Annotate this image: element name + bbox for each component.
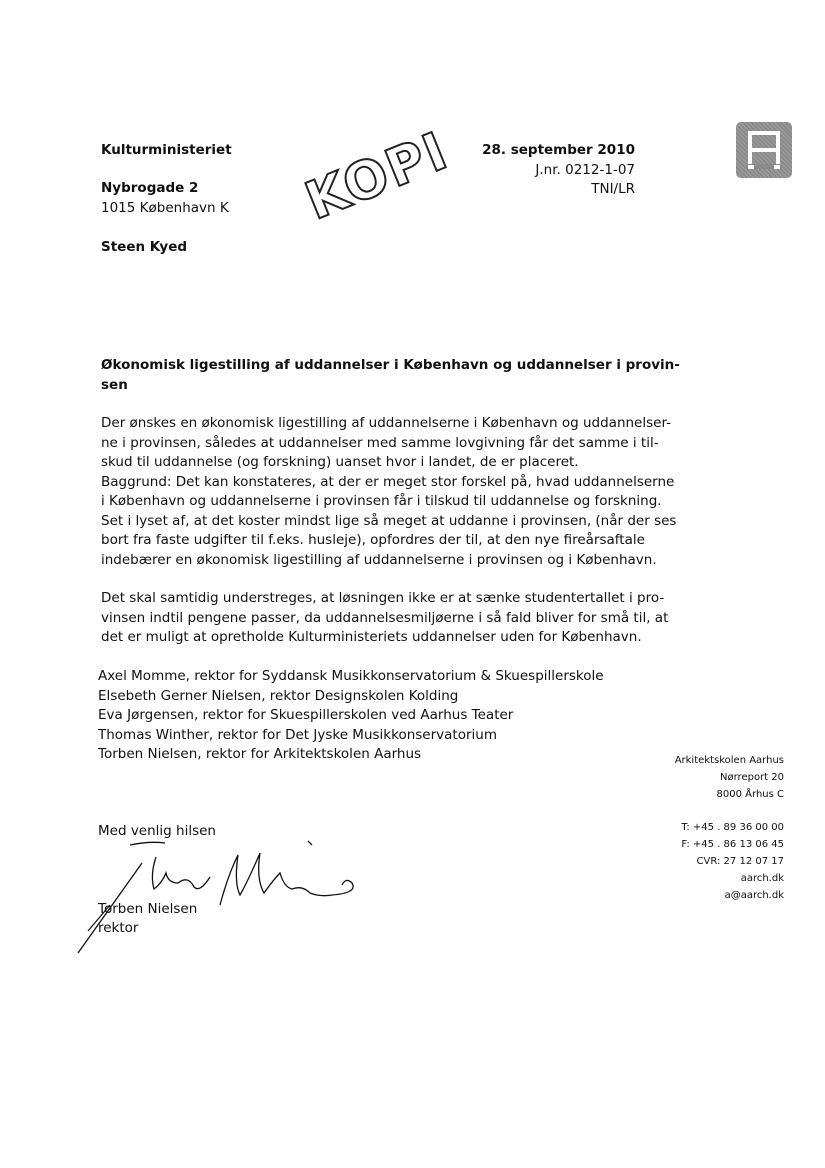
body-line: indebærer en økonomisk ligestilling af uddannelserne i provinsen og i København. <box>101 551 657 568</box>
recipient-organisation: Kulturministeriet <box>101 142 232 158</box>
kopi-stamp: KOPI <box>297 121 457 232</box>
sender-fax: F: +45 . 86 13 06 45 <box>681 839 784 850</box>
sender-name: Arkitektskolen Aarhus <box>674 755 784 766</box>
signer-name: Torben Nielsen <box>98 901 198 917</box>
sender-street: Nørreport 20 <box>720 772 784 783</box>
signer-title: rektor <box>98 920 139 936</box>
recipient-city: 1015 København K <box>101 200 229 216</box>
signatory: Thomas Winther, rektor for Det Jyske Musikkonservatorium <box>98 726 497 743</box>
signatory: Elsebeth Gerner Nielsen, rektor Designskolen Kolding <box>98 687 459 704</box>
body-line: Set i lyset af, at det koster mindst lige så meget at uddanne i provinsen, (når der ses <box>101 512 677 529</box>
recipient-street: Nybrogade 2 <box>101 180 199 196</box>
sender-cvr: CVR: 27 12 07 17 <box>696 856 784 867</box>
signatory: Eva Jørgensen, rektor for Skuespillerskolen ved Aarhus Teater <box>98 707 514 723</box>
letter-date: 28. september 2010 <box>482 142 635 158</box>
recipient-attention: Steen Kyed <box>101 239 188 255</box>
a-letter-icon <box>736 122 792 178</box>
sender-contact <box>681 819 784 904</box>
sender-email: a@aarch.dk <box>724 890 784 901</box>
sender-address <box>675 752 784 803</box>
body-line: ne i provinsen, således at uddannelser med samme lovgivning får det samme i til- <box>101 434 659 451</box>
subject-line: Økonomisk ligestilling af uddannelser i København og uddannelser i provin- <box>101 357 680 373</box>
signatory: Torben Nielsen, rektor for Arkitektskolen Aarhus <box>98 746 422 762</box>
body-paragraph-1 <box>101 414 676 570</box>
journal-number: J.nr. 0212-1-07 <box>535 162 635 178</box>
body-line: Det skal samtidig understreges, at løsningen ikke er at sænke studentertallet i pro- <box>101 590 665 606</box>
body-line: i København og uddannelserne i provinsen får i tilskud til uddannelse og forskning. <box>101 493 662 509</box>
body-line: Der ønskes en økonomisk ligestilling af uddannelserne i København og uddannelser- <box>101 415 672 431</box>
body-line: det er muligt at opretholde Kulturministeriets uddannelser uden for København. <box>101 629 642 645</box>
signatory: Axel Momme, rektor for Syddansk Musikkonservatorium & Skuespillerskole <box>98 668 604 684</box>
reference-initials: TNI/LR <box>591 181 635 197</box>
sender-web: aarch.dk <box>740 873 784 884</box>
arkitektskolen-logo <box>736 122 792 178</box>
closing-greeting: Med venlig hilsen <box>98 823 216 839</box>
handwritten-signature <box>70 835 370 965</box>
subject <box>101 356 680 395</box>
body-line: vinsen indtil pengene passer, da uddannelsesmiljøerne i så fald bliver for små til, at <box>101 609 669 626</box>
body-line: skud til uddannelse (og forskning) uanset hvor i landet, de er placeret. <box>101 454 579 470</box>
signatories-list <box>98 667 604 765</box>
body-paragraph-2 <box>101 589 668 648</box>
body-line: Baggrund: Det kan konstateres, at der er meget stor forskel på, hvad uddannelserne <box>101 473 675 490</box>
sender-phone: T: +45 . 89 36 00 00 <box>681 822 784 833</box>
body-line: bort fra faste udgifter til f.eks. husleje), opfordres der til, at den nye fireårsaftale <box>101 532 645 548</box>
subject-line: sen <box>101 376 128 393</box>
sender-city: 8000 Århus C <box>716 789 784 800</box>
